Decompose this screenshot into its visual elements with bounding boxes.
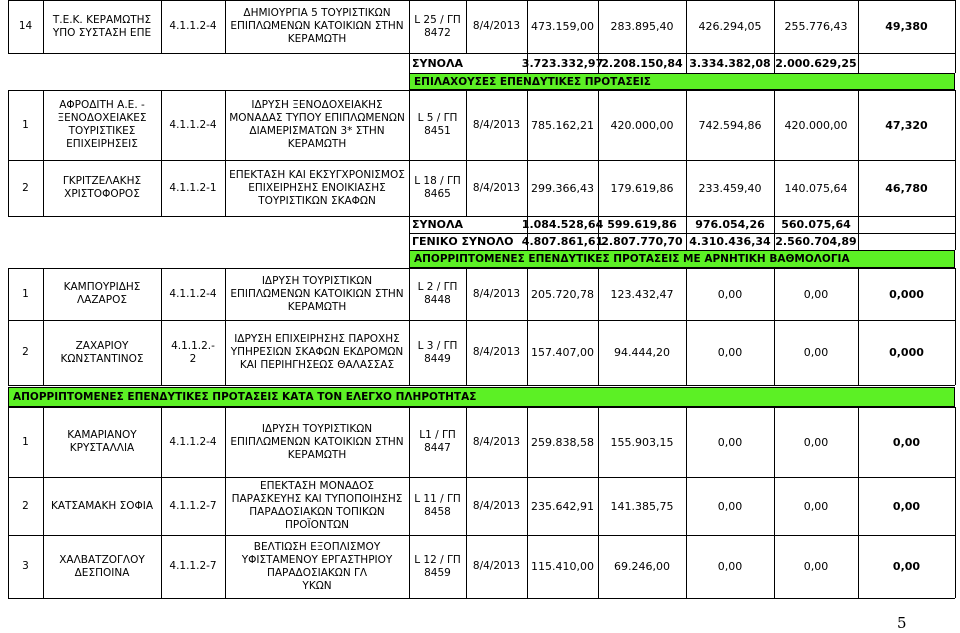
table-rule [955,160,956,216]
cell-code: L 25 / ΓΠ 8472 [414,13,461,39]
cell-v4: 0,00 [803,435,829,449]
cell-no: 1 [22,287,29,300]
cell-v3: 426.294,05 [698,20,762,33]
grand-total-label: ΓΕΝΙΚΟ ΣΥΝΟΛΟ [412,235,514,248]
cell-v2: 69.246,00 [614,560,670,573]
total-v2: 2.208.150,84 [601,56,683,70]
cell-v4: 0,00 [803,499,829,513]
cell-v2: 155.903,15 [610,435,674,449]
cell-no: 14 [18,20,33,32]
table-rule [858,53,859,73]
total-v1: 4.807.861,61 [521,235,604,248]
total-v4: 560.075,64 [781,218,851,231]
cell-measure: 4.1.1.2-1 [169,181,217,194]
cell-measure: 4.1.1.2.- 2 [171,339,215,365]
cell-project: ΔΗΜΙΟΥΡΓΙΑ 5 ΤΟΥΡΙΣΤΙΚΩΝ ΕΠΙΠΛΩΜΕΝΩΝ ΚΑΤΟΙΚΙΩΝ ΣΤΗΝ ΚΕΡΑΜΩΤΗ [230,7,404,45]
table-rule [858,216,859,233]
cell-v4: 140.075,64 [784,181,848,195]
cell-no: 2 [22,499,29,512]
table-rule [8,385,955,386]
cell-v2: 94.444,20 [614,346,670,359]
cell-v1: 235.642,91 [531,499,594,513]
cell-name: ΑΦΡΟΔΙΤΗ Α.Ε. - ΞΕΝΟΔΟΧΕΙΑΚΕΣ ΤΟΥΡΙΣΤΙΚΕΣ ΕΠΙΧΕΙΡΗΣΕΙΣ [57,99,147,150]
cell-v1: 299.366,43 [531,181,594,195]
cell-score: 0,000 [889,287,924,301]
total-v3: 3.334.382,08 [689,56,771,70]
section-heading-rejected-score: ΑΠΟΡΡΙΠΤΟΜΕΝΕΣ ΕΠΕΝΔΥΤΙΚΕΣ ΠΡΟΤΑΣΕΙΣ ΜΕ ΑΡΝΗΤΙΚΗ ΒΑΘΜΟΛΟΓΙΑ [409,250,955,268]
cell-date: 8/4/2013 [472,287,521,300]
cell-score: 0,00 [892,435,921,449]
table-rule [955,90,956,160]
cell-name: ΚΑΜΠΟΥΡΙΔΗΣ ΛΑΖΑΡΟΣ [63,281,141,306]
cell-code: L 2 / ΓΠ 8448 [417,281,458,306]
total-v1: 3.723.332,97 [521,56,604,70]
table-rule [955,477,956,535]
cell-v4: 420.000,00 [784,118,848,132]
table-rule [955,268,956,320]
cell-v1: 205.720,78 [531,287,594,301]
cell-v4: 255.776,43 [784,20,848,33]
cell-v4: 0,00 [803,346,829,359]
cell-project: ΕΠΕΚΤΑΣΗ ΚΑΙ ΕΚΣΥΓΧΡΟΝΙΣΜΟΣ ΕΠΙΧΕΙΡΗΣΗΣ ΕΝΟΙΚΙΑΣΗΣ ΤΟΥΡΙΣΤΙΚΩΝ ΣΚΑΦΩΝ [229,168,405,207]
cell-code: L 3 / ΓΠ 8449 [417,339,458,365]
cell-v3: 0,00 [717,435,743,449]
section-heading-succeeding: ΕΠΙΛΑΧΟΥΣΕΣ ΕΠΕΝΔΥΤΙΚΕΣ ΠΡΟΤΑΣΕΙΣ [409,73,955,90]
cell-v3: 0,00 [717,560,743,573]
cell-score: 0,00 [892,560,921,573]
cell-v1: 157.407,00 [531,346,594,359]
cell-v3: 0,00 [717,346,743,359]
cell-v1: 473.159,00 [531,20,594,33]
cell-measure: 4.1.1.2-4 [169,435,217,448]
cell-project: ΙΔΡΥΣΗ ΤΟΥΡΙΣΤΙΚΩΝ ΕΠΙΠΛΩΜΕΝΩΝ ΚΑΤΟΙΚΙΩΝ ΣΤΗΝ ΚΕΡΑΜΩΤΗ [230,422,404,461]
cell-score: 0,000 [889,346,924,359]
table-rule [858,233,859,250]
table-rule [955,216,956,233]
total-v4: 2.000.629,25 [775,56,857,70]
cell-date: 8/4/2013 [472,346,521,358]
totals-label: ΣΥΝΟΛΑ [412,218,464,231]
cell-v1: 259.838,58 [531,435,594,449]
total-v4: 2.560.704,89 [775,235,857,248]
cell-v2: 141.385,75 [610,499,674,513]
table-rule [955,0,956,53]
table-rule [8,598,955,599]
cell-v4: 0,00 [803,560,829,573]
cell-name: Τ.Ε.Κ. ΚΕΡΑΜΩΤΗΣ ΥΠΟ ΣΥΣΤΑΣΗ ΕΠΕ [52,13,152,39]
cell-score: 49,380 [885,20,928,33]
cell-measure: 4.1.1.2-4 [169,20,217,32]
table-rule [955,233,956,250]
cell-name: ΓΚΡΙΤΖΕΛΑΚΗΣ ΧΡΙΣΤΟΦΟΡΟΣ [62,175,142,200]
cell-name: ΚΑΜΑΡΙΑΝΟΥ ΚΡΥΣΤΑΛΛΙΑ [67,429,137,454]
cell-code: L 12 / ΓΠ 8459 [414,553,461,579]
cell-project: ΙΔΡΥΣΗ ΞΕΝΟΔΟΧΕΙΑΚΗΣ ΜΟΝΑΔΑΣ ΤΥΠΟΥ ΕΠΙΠΛΩΜΕΝΩΝ ΔΙΑΜΕΡΙΣΜΑΤΩΝ 3* ΣΤΗΝ ΚΕΡΑΜΩΤΗ [229,99,405,150]
cell-project: ΙΔΡΥΣΗ ΕΠΙΧΕΙΡΗΣΗΣ ΠΑΡΟΧΗΣ ΥΠΗΡΕΣΙΩΝ ΣΚΑΦΩΝ ΕΚΔΡΟΜΩΝ ΚΑΙ ΠΕΡΙΗΓΗΣΕΩΣ ΘΑΛΑΣΣΑΣ [230,333,404,371]
total-v2: 2.807.770,70 [601,235,683,248]
cell-v2: 283.895,40 [610,20,674,33]
totals-label: ΣΥΝΟΛΑ [412,56,464,70]
cell-v4: 0,00 [803,287,829,301]
cell-v1: 115.410,00 [531,560,594,573]
cell-code: L 18 / ΓΠ 8465 [414,175,461,200]
cell-no: 1 [22,435,29,448]
cell-no: 2 [22,346,29,358]
cell-date: 8/4/2013 [472,181,521,194]
total-v2: 599.619,86 [607,218,677,231]
cell-project: ΕΠΕΚΤΑΣΗ ΜΟΝΑΔΟΣ ΠΑΡΑΣΚΕΥΗΣ ΚΑΙ ΤΥΠΟΠΟΙΗΣΗΣ ΠΑΡΑΔΟΣΙΑΚΩΝ ΤΟΠΙΚΩΝ ΠΡΟΪΟΝΤΩΝ [231,480,403,531]
section-heading-rejected-quality: ΑΠΟΡΡΙΠΤΟΜΕΝΕΣ ΕΠΕΝΔΥΤΙΚΕΣ ΠΡΟΤΑΣΕΙΣ ΚΑΤΑ ΤΟΝ ΕΛΕΓΧΟ ΠΛΗΡΟΤΗΤΑΣ [8,387,955,407]
table-rule [955,535,956,598]
cell-v3: 0,00 [717,499,743,513]
cell-v3: 0,00 [717,287,743,301]
cell-score: 0,00 [892,499,921,513]
cell-v2: 179.619,86 [610,181,674,195]
cell-code: L 5 / ΓΠ 8451 [417,112,458,137]
cell-v2: 420.000,00 [610,118,674,132]
cell-measure: 4.1.1.2-4 [169,287,217,300]
cell-v3: 742.594,86 [698,118,762,132]
cell-measure: 4.1.1.2-7 [169,560,217,572]
cell-project: ΙΔΡΥΣΗ ΤΟΥΡΙΣΤΙΚΩΝ ΕΠΙΠΛΩΜΕΝΩΝ ΚΑΤΟΙΚΙΩΝ ΣΤΗΝ ΚΕΡΑΜΩΤΗ [230,274,404,313]
cell-v2: 123.432,47 [610,287,674,301]
page-number: 5 [897,614,907,632]
cell-no: 2 [22,181,29,194]
cell-project: ΒΕΛΤΙΩΣΗ ΕΞΟΠΛΙΣΜΟΥ ΥΦΙΣΤΑΜΕΝΟΥ ΕΡΓΑΣΤΗΡΙΟΥ ΠΑΡΑΔΟΣΙΑΚΩΝ ΓΛ ΥΚΩΝ [241,540,393,592]
table-rule [955,320,956,385]
table-rule [955,407,956,477]
cell-v1: 785.162,21 [531,118,594,132]
cell-code: L1 / ΓΠ 8447 [419,429,456,454]
cell-measure: 4.1.1.2-4 [169,118,217,131]
cell-name: ΧΑΛΒΑΤΖΟΓΛΟΥ ΔΕΣΠΟΙΝΑ [59,553,145,579]
total-v3: 976.054,26 [695,218,765,231]
cell-name: ΚΑΤΣΑΜΑΚΗ ΣΟΦΙΑ [50,499,154,512]
total-v3: 4.310.436,34 [689,235,771,248]
cell-no: 1 [22,118,29,131]
cell-name: ΖΑΧΑΡΙΟΥ ΚΩΝΣΤΑΝΤΙΝΟΣ [60,339,144,365]
cell-no: 3 [22,560,29,572]
cell-score: 47,320 [885,118,928,132]
cell-date: 8/4/2013 [472,560,521,572]
cell-v3: 233.459,40 [698,181,762,195]
cell-date: 8/4/2013 [472,118,521,131]
cell-date: 8/4/2013 [472,20,521,32]
cell-date: 8/4/2013 [472,435,521,448]
table-rule [955,53,956,73]
total-v1: 1.084.528,64 [521,218,604,231]
cell-measure: 4.1.1.2-7 [169,499,217,512]
cell-date: 8/4/2013 [472,499,521,512]
cell-code: L 11 / ΓΠ 8458 [414,493,461,518]
cell-score: 46,780 [885,181,928,195]
